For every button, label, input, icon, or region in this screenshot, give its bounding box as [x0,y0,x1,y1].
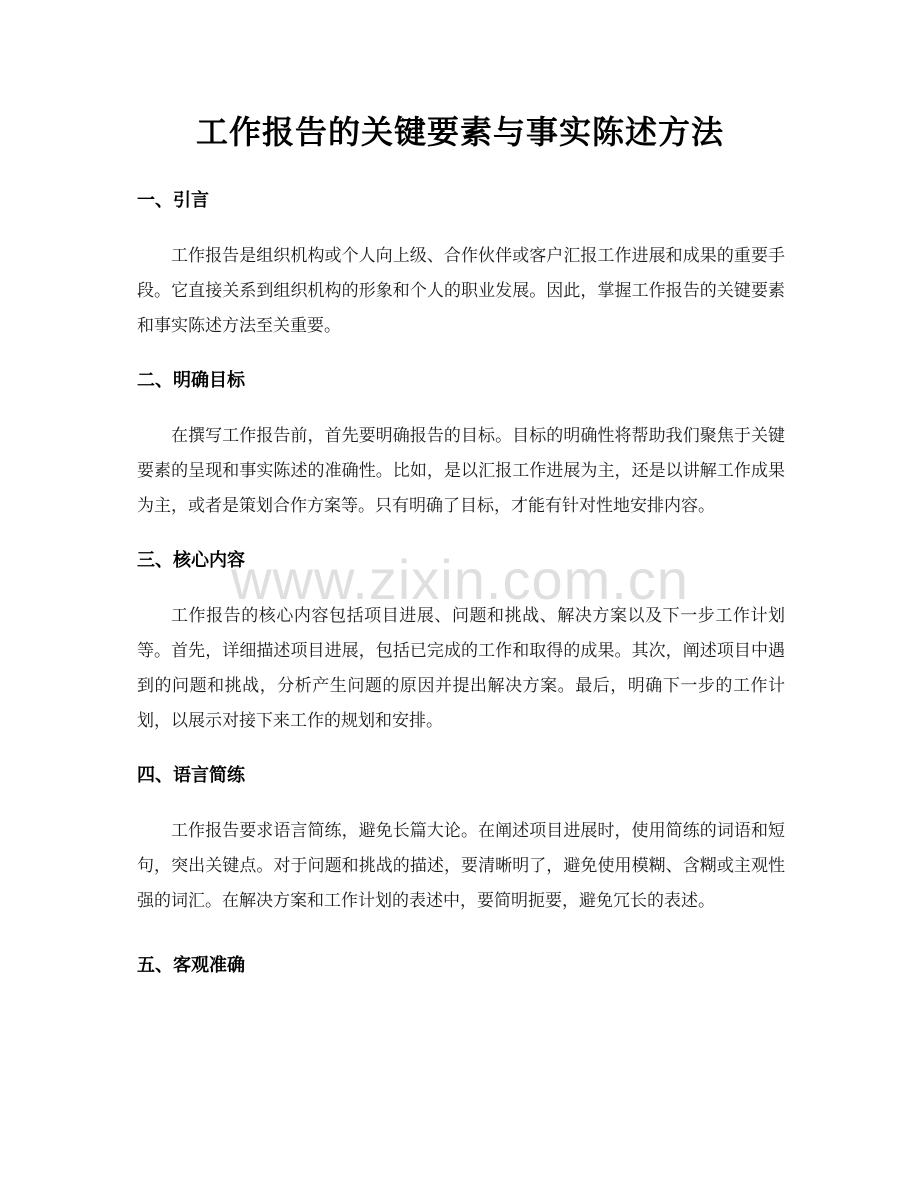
section-heading: 二、明确目标 [137,370,245,391]
section-heading: 五、客观准确 [137,955,245,976]
section-heading: 四、语言简练 [137,765,245,786]
section-paragraph: 工作报告的核心内容包括项目进展、问题和挑战、解决方案以及下一步工作计划等。首先，详细描述项目进展，包括已完成的工作和取得的成果。其次，阐述项目中遇到的问题和挑战，分析产生问题的原因并提出解决方案。最后，明确下一步的工作计划，以展示对接下来工作的规划和安排。 [137,606,785,731]
section-paragraph: 工作报告是组织机构或个人向上级、合作伙伴或客户汇报工作进展和成果的重要手段。它直接关系到组织机构的形象和个人的职业发展。因此，掌握工作报告的关键要素和事实陈述方法至关重要。 [137,246,785,336]
watermark: www.zixin.com.cn [231,548,689,611]
section-heading: 三、核心内容 [137,550,245,571]
section-paragraph: 在撰写工作报告前，首先要明确报告的目标。目标的明确性将帮助我们聚焦于关键要素的呈现和事实陈述的准确性。比如，是以汇报工作进展为主，还是以讲解工作成果为主，或者是策划合作方案等。只有明确了目标，才能有针对性地安排内容。 [137,426,785,516]
document-title: 工作报告的关键要素与事实陈述方法 [195,113,724,151]
document-body [137,182,785,985]
section-objective-accurate [137,947,785,985]
section-heading: 一、引言 [137,190,209,211]
section-core-content [137,542,785,739]
section-concise-language [137,757,785,919]
section-paragraph: 工作报告要求语言简练，避免长篇大论。在阐述项目进展时，使用简练的词语和短句，突出关键点。对于问题和挑战的描述，要清晰明了，避免使用模糊、含糊或主观性强的词汇。在解决方案和工作计划的表述中，要简明扼要，避免冗长的表述。 [137,821,785,911]
section-intro [137,182,785,344]
section-clear-goal [137,362,785,524]
